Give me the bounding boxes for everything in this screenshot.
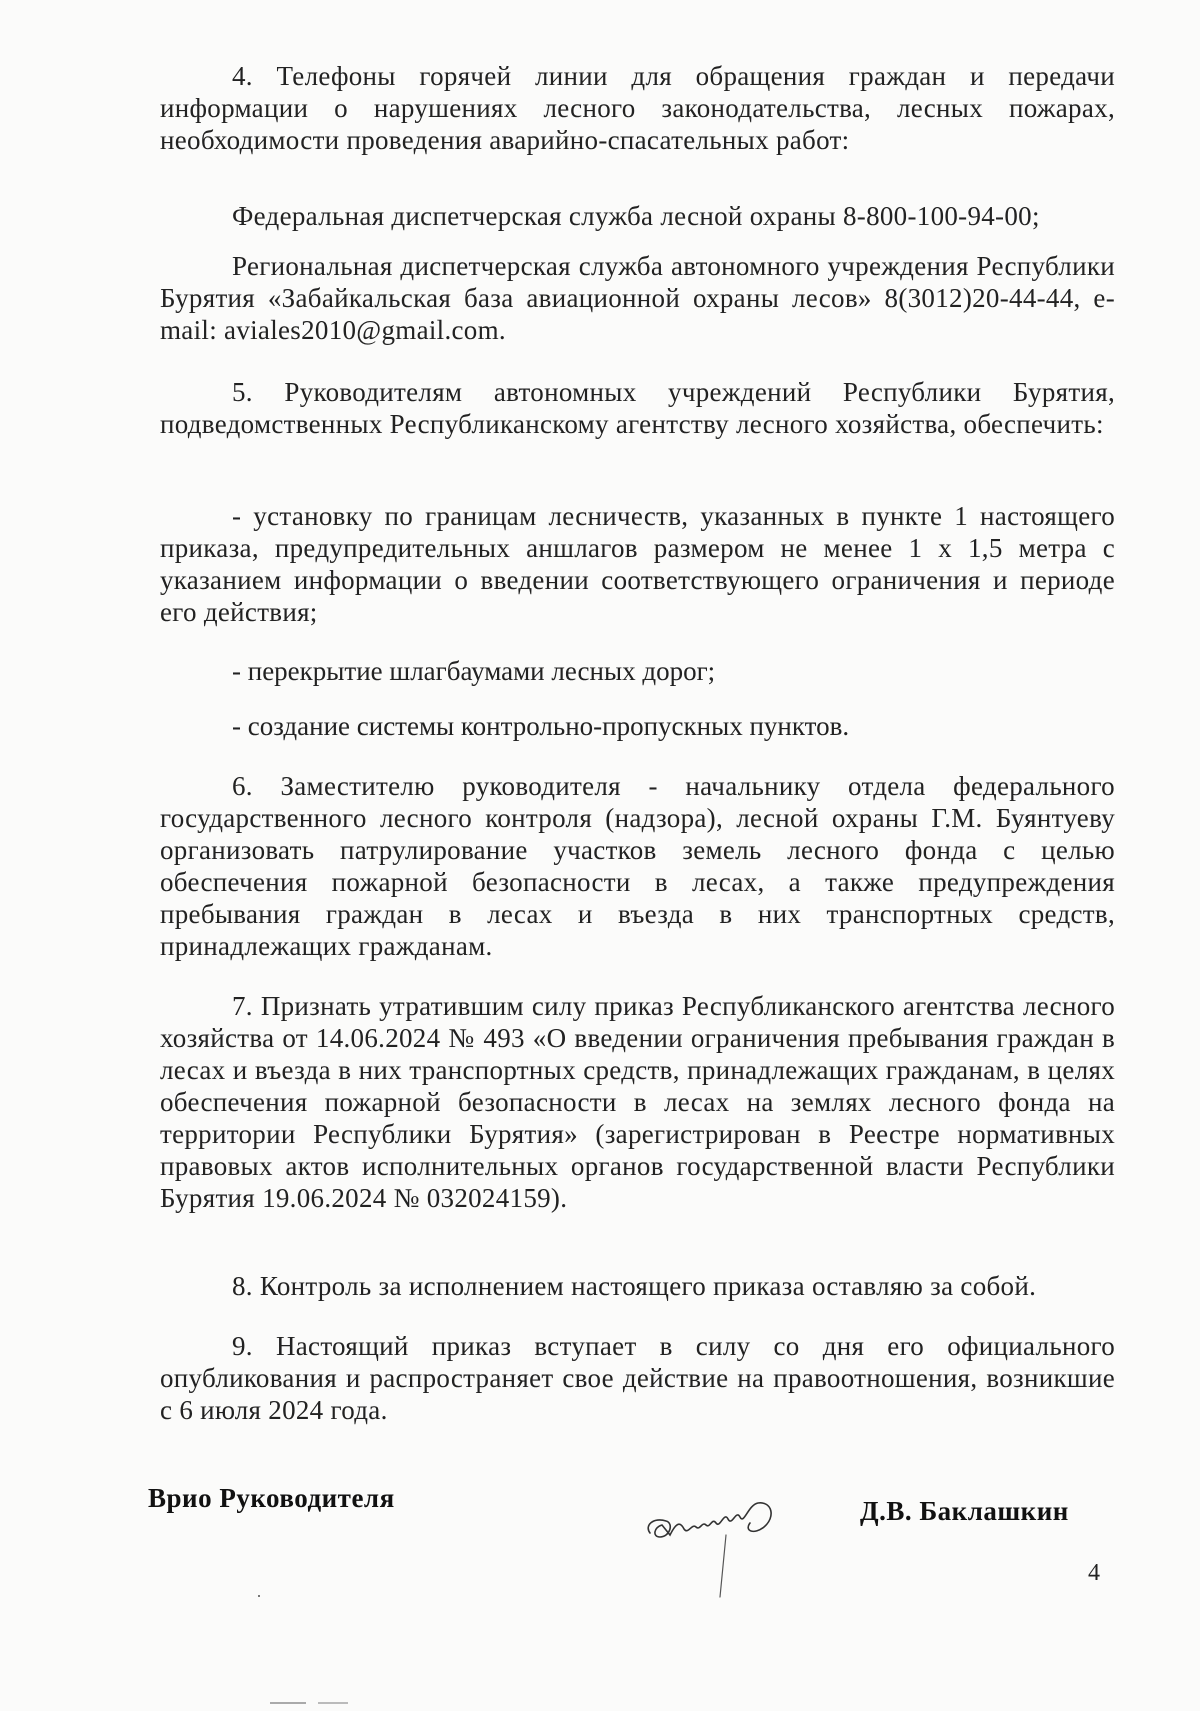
paragraph-4: 4. Телефоны горячей линии для обращения граждан и передачи информации о нарушениях лесного законодательства, лесных пожарах, необходимости проведения аварийно-спасательных работ: (160, 61, 1115, 155)
paragraph-7: 7. Признать утратившим силу приказ Республиканского агентства лесного хозяйства от 14.06.2024 № 493 «О введении ограничения пребывания граждан в лесах и въезда в них транспортных средств, принадлежащих гражданам, в целях обеспечения пожарной безопасности в лесах на землях лесного фонда на территории Республики Бурятия» (зарегистрирован в Реестре нормативных правовых актов исполнительных органов государственной власти Республики Бурятия 19.06.2024 № 032024159). (160, 991, 1115, 1213)
paragraph-8: 8. Контроль за исполнением настоящего приказа оставляю за собой. (232, 1271, 1037, 1301)
paragraph-5-item-3: - создание системы контрольно-пропускных пунктов. (232, 711, 850, 741)
signatory-name: Д.В. Баклашкин (860, 1496, 1069, 1526)
handwritten-signature (640, 1465, 840, 1605)
paragraph-9: 9. Настоящий приказ вступает в силу со дня его официального опубликования и распространяет свое действие на правоотношения, возникшие с 6 июля 2024 года. (160, 1331, 1115, 1425)
paragraph-5-item-1: - установку по границам лесничеств, указанных в пункте 1 настоящего приказа, предупредительных аншлагов размером не менее 1 х 1,5 метра с указанием информации о введении соответствующего ограничения и периоде его действия; (160, 501, 1115, 627)
scan-speck (318, 1702, 348, 1704)
paragraph-4-regional-hotline: Региональная диспетчерская служба автономного учреждения Республики Бурятия «Забайкальская база авиационной охраны лесов» 8(3012)20-44-44, e-mail: aviales2010@gmail.com. (160, 251, 1115, 345)
signatory-title: Врио Руководителя (148, 1483, 395, 1513)
paragraph-5-item-2: - перекрытие шлагбаумами лесных дорог; (232, 656, 716, 686)
scan-speck (270, 1702, 306, 1704)
scan-speck (258, 1595, 260, 1597)
paragraph-6: 6. Заместителю руководителя - начальнику отдела федерального государственного лесного контроля (надзора), лесной охраны Г.М. Буянтуеву организовать патрулирование участков земель лесного фонда с целью обеспечения пожарной безопасности в лесах, а также предупреждения пребывания граждан в лесах и въезда в них транспортных средств, принадлежащих гражданам. (160, 771, 1115, 961)
page-number: 4 (1088, 1560, 1100, 1586)
paragraph-4-federal-hotline: Федеральная диспетчерская служба лесной охраны 8-800-100-94-00; (232, 201, 1040, 231)
paragraph-5: 5. Руководителям автономных учреждений Республики Бурятия, подведомственных Республиканскому агентству лесного хозяйства, обеспечить: (160, 377, 1115, 439)
